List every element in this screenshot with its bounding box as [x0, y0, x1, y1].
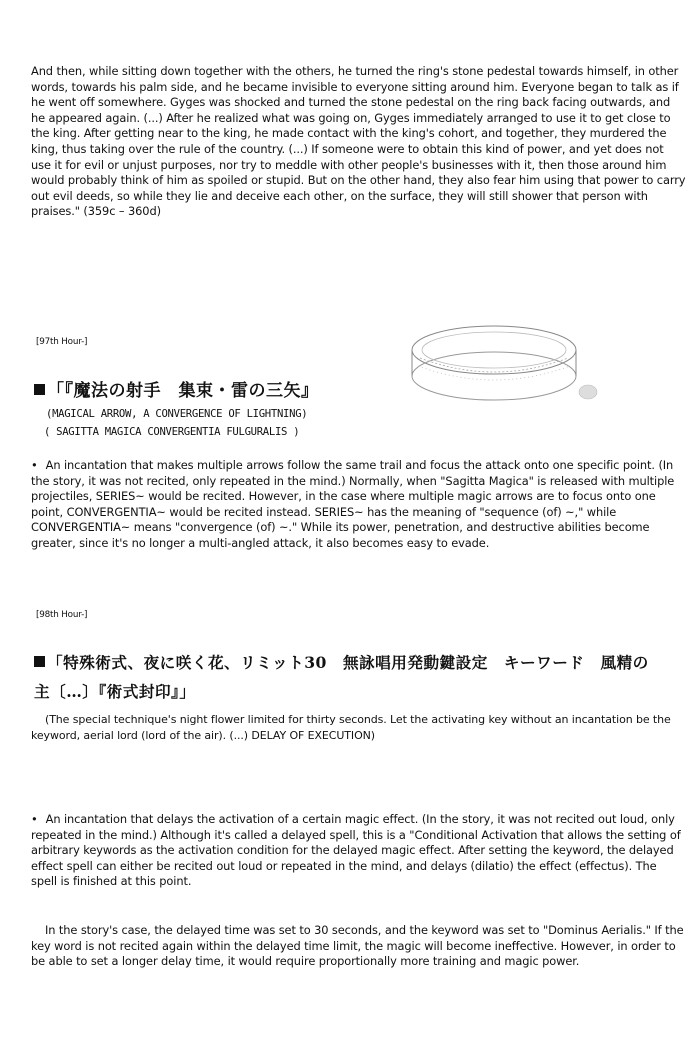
section-98-note: In the story's case, the delayed time was set to 30 seconds, and the keyword was set to "Dominus Aerialis." If the key word is not recited again within the delayed time limit, the magic will become ineffective. However, in order to be able to set a longer delay time, it would require proportionally more training and magic power. [31, 923, 684, 969]
section-98-jp-title-line1: 「特殊術式、夜に咲く花、リミット30 無詠唱用発動鍵設定 キーワード 風精の [34, 651, 649, 673]
intro-quote-paragraph: And then, while sitting down together with the others, he turned the ring's stone pedestal towards himself, in other words, towards his palm side, and he became invisible to everyone sitting around him. Everyone began to talk as if he went off somewhere. Gyges was shocked and turned the stone pedestal on the ring back facing outwards, and he appeared again. (...) After he realized what was going on, Gyges immediately arranged to use it to get close to the king. After getting near to the king, he made contact with the king's cohort, and together, they murdered the king, thus taking over the rule of the country. (...) If someone were to obtain this kind of power, and yet does not use it for evil or unjust purposes, nor try to meddle with other people's businesses with it, then those around him would probably think of him as spoiled or stupid. But on the other hand, they also fear him using that power to carry out evil deeds, so while they lie and deceive each other, on the surface, they will still shower that person with praises." (359c – 360d) [31, 64, 686, 219]
section-98-description: • An incantation that delays the activation of a certain magic effect. (In the story, it was not recited out loud, only repeated in the mind.) Although it's called a delayed spell, this is a "Conditional Activation that allows the setting of arbitrary keywords as the activation condition for the delayed magic effect. After setting the keyword, the delayed effect spell can either be recited out loud or repeated in the mind, and delays (dilatio) the effect (effectus). The spell is finished at this point. [31, 812, 681, 889]
bullet-icon: • [31, 458, 38, 472]
hour-label-97: [97th Hour-] [36, 337, 88, 347]
section-97-en-title: (MAGICAL ARROW, A CONVERGENCE OF LIGHTNING) [46, 408, 308, 420]
section-97-description: • An incantation that makes multiple arrows follow the same trail and focus the attack onto one specific point. (In the story, it was not recited, only repeated in the mind.) Normally, when "Sagitta Magica" is released with multiple projectiles, SERIES~ would be recited. However, in the case where multiple magic arrows are to focus onto one point, CONVERGENTIA~ would be recited instead. SERIES~ has the meaning of "sequence (of) ~," while CONVERGENTIA~ means "convergence (of) ~." While its power, penetration, and destructive abilities become greater, since it's no longer a multi-angled attack, it also becomes easy to evade. [31, 458, 675, 550]
square-bullet-icon [34, 384, 45, 395]
square-bullet-icon [34, 656, 45, 667]
section-97-latin-title: ( SAGITTA MAGICA CONVERGENTIA FULGURALIS ) [44, 426, 300, 438]
section-98-translation: (The special technique's night flower limited for thirty seconds. Let the activating key without an incantation be the keyword, aerial lord (lord of the air). (...) DELAY OF EXECUTION) [31, 713, 671, 742]
bullet-icon: • [31, 812, 38, 826]
hour-label-98: [98th Hour-] [36, 610, 88, 620]
section-98-jp-title-line2: 主〔…〕『術式封印』」 [34, 682, 196, 701]
ring-illustration-icon [396, 318, 601, 406]
section-97-jp-title: 「『魔法の射手 集束・雷の三矢』 [34, 376, 319, 401]
